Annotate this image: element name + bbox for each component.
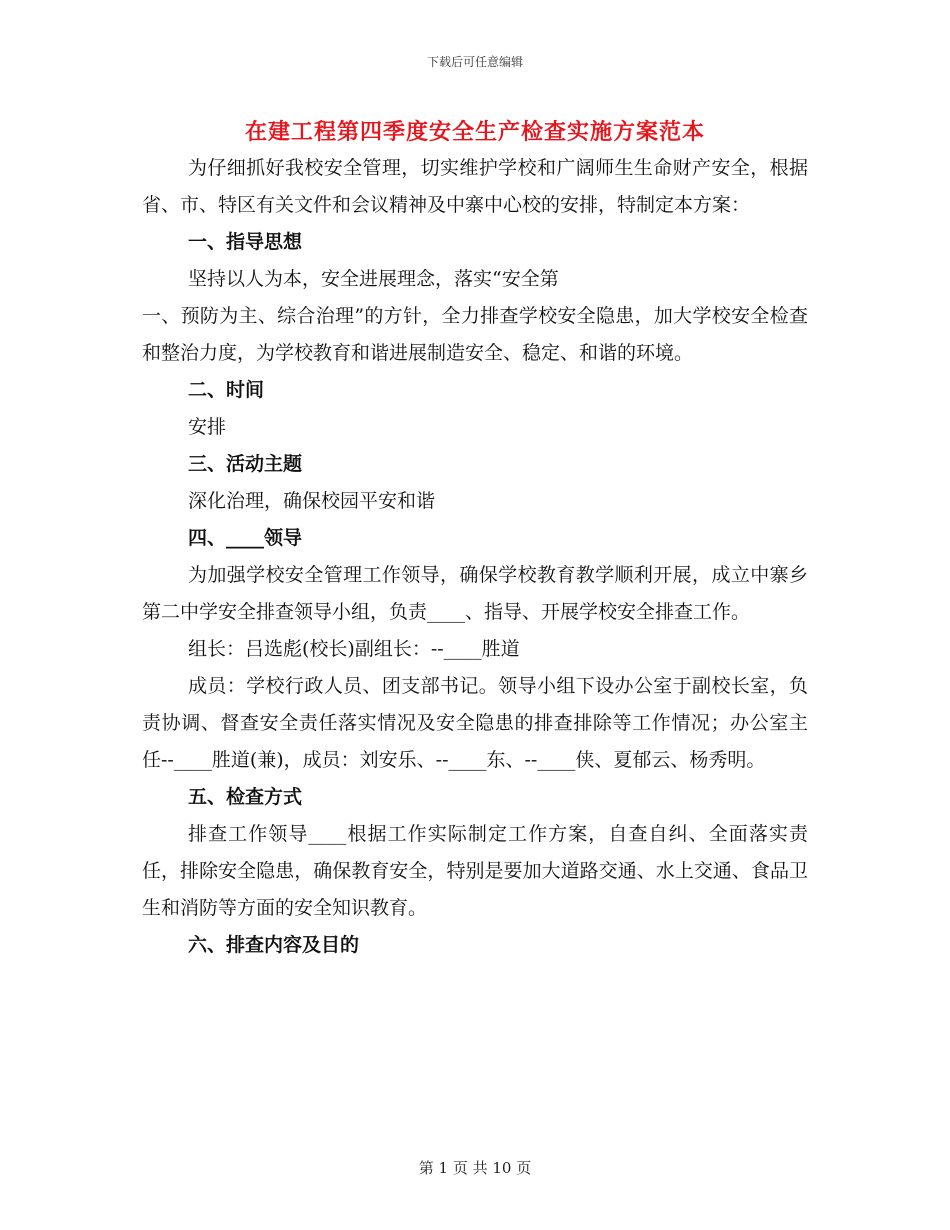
section-heading: 二、时间	[188, 379, 265, 401]
body-paragraph: 排查工作领导____根据工作实际制定工作方案，自查自纠、全面落实责任，排除安全隐患，确保教育安全，特别是要加大道路交通、水上交通、食品卫生和消防等方面的安全知识教育。	[142, 823, 808, 919]
section-heading: 三、活动主题	[188, 453, 303, 475]
body-paragraph: 深化治理，确保校园平安和谐	[188, 490, 436, 512]
section-heading: 六、排查内容及目的	[188, 934, 360, 956]
section-heading: 五、检查方式	[188, 786, 303, 808]
section-heading: 四、____领导	[188, 527, 303, 549]
page-number-footer: 第 1 页 共 10 页	[418, 1159, 532, 1177]
document-body	[142, 150, 808, 964]
body-paragraph: 组长：吕选彪(校长)副组长：--____胜道	[188, 638, 520, 660]
section-heading: 一、指导思想	[188, 231, 303, 253]
document-title: 在建工程第四季度安全生产检查实施方案范本	[244, 120, 705, 145]
page-header-note: 下载后可任意编辑	[426, 55, 523, 69]
body-paragraph: 一、预防为主、综合治理”的方针，全力排查学校安全隐患，加大学校安全检查和整治力度，为学校教育和谐进展制造安全、稳定、和谐的环境。	[142, 305, 808, 364]
body-paragraph: 坚持以人为本，安全进展理念，落实“安全第	[188, 268, 559, 290]
body-paragraph: 安排	[188, 416, 227, 438]
intro-paragraph: 为仔细抓好我校安全管理，切实维护学校和广阔师生生命财产安全，根据省、市、特区有关文件和会议精神及中寨中心校的安排，特制定本方案：	[142, 157, 808, 216]
body-paragraph: 成员：学校行政人员、团支部书记。领导小组下设办公室于副校长室，负责协调、督查安全责任落实情况及安全隐患的排查排除等工作情况；办公室主任--____胜道(兼)，成员：刘安乐、--____东、--____侠、夏郁云、杨秀明。	[142, 675, 808, 771]
body-paragraph: 为加强学校安全管理工作领导，确保学校教育教学顺利开展，成立中寨乡第二中学安全排查领导小组，负责____、指导、开展学校安全排查工作。	[142, 564, 808, 623]
